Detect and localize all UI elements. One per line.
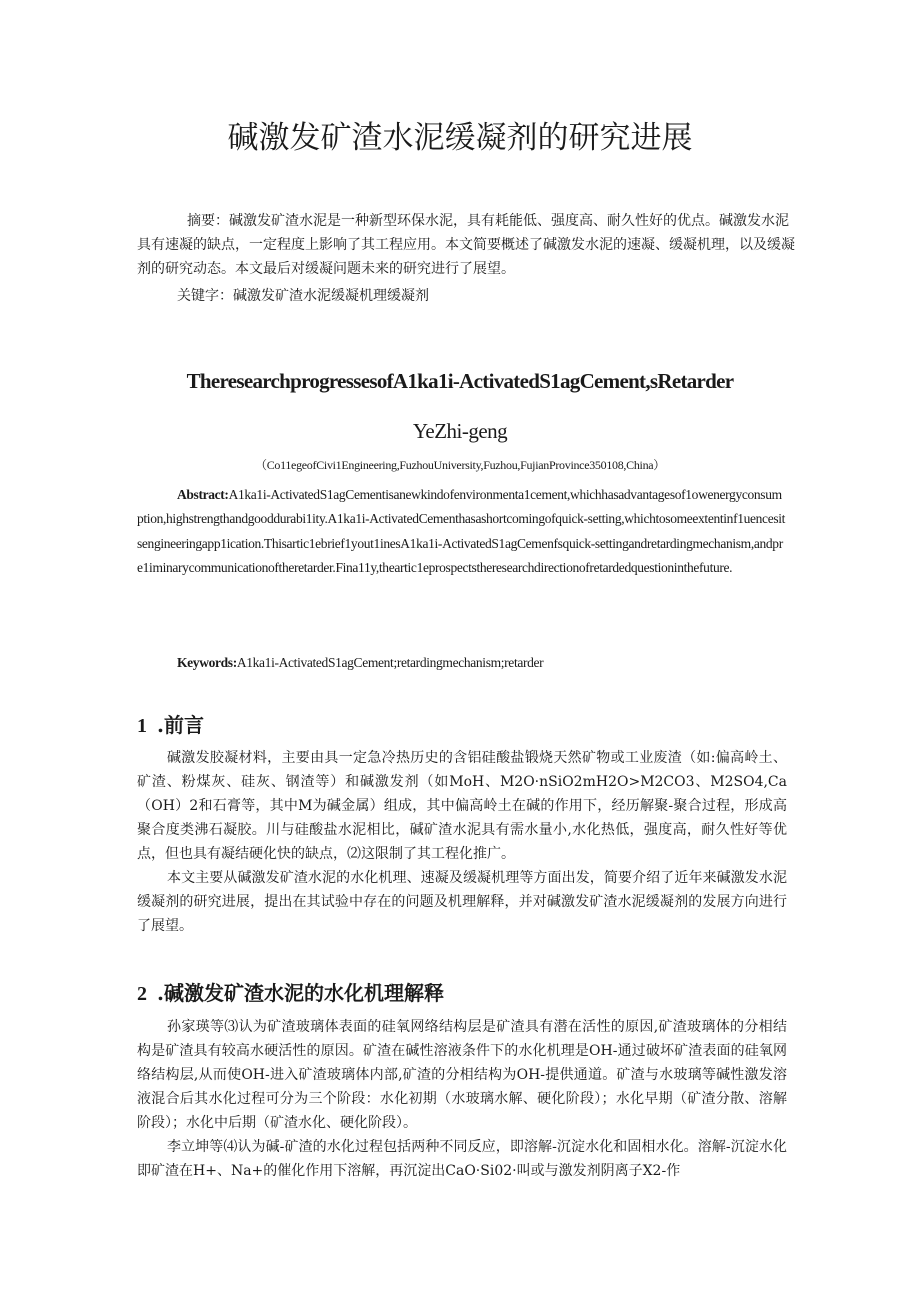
paper-title: 碱激发矿渣水泥缓凝剂的研究进展	[227, 120, 693, 156]
english-abstract	[137, 483, 787, 580]
section-title: .前言	[157, 713, 204, 737]
english-keywords	[177, 651, 797, 675]
english-abstract-label: Abstract:	[177, 487, 229, 502]
author-name: YeZhi-geng	[412, 419, 508, 443]
section-2-paragraph-1: 孙家瑛等⑶认为矿渣玻璃体表面的硅氧网络结构层是矿渣具有潜在活性的原因,矿渣玻璃体的分相结构是矿渣具有较高水硬活性的原因。矿渣在碱性溶液条件下的水化机理是OH-通过破坏矿渣表面的硅氧网络结构层,从而使OH-进入矿渣玻璃体内部,矿渣的分相结构为OH-提供通道。矿渣与水玻璃等碱性激发溶液混合后其水化过程可分为三个阶段：水化初期（水玻璃水解、硬化阶段）；水化早期（矿渣分散、溶解阶段）；水化中后期（矿渣水化、硬化阶段）。	[137, 1019, 787, 1131]
section-title: .碱激发矿渣水泥的水化机理解释	[157, 981, 444, 1005]
author-affiliation: （Co11egeofCivi1Engineering,FuzhouUniversity,Fuzhou,FujianProvince350108,China）	[255, 458, 665, 472]
english-title: TheresearchprogressesofA1ka1i-ActivatedS1agCement,sRetarder	[186, 369, 734, 393]
chinese-abstract: 摘要：碱激发矿渣水泥是一种新型环保水泥，具有耗能低、强度高、耐久性好的优点。碱激发水泥具有速凝的缺点，一定程度上影响了其工程应用。本文简要概述了碱激发水泥的速凝、缓凝机理，以及缓凝剂的研究动态。本文最后对缓凝问题未来的研究进行了展望。	[137, 213, 795, 277]
english-abstract-text: A1ka1i-ActivatedS1agCementisanewkindofenvironmenta1cement,whichhasadvantagesof1owenergyconsumption,highstrengthandgooddurabi1ity.A1ka1i-ActivatedCementhasashortcomingofquick-setting,whichtosomeextentinf1uencesitsengineeringapp1ication.Thisartic1ebrief1yout1inesA1ka1i-ActivatedS1agCemenfsquick-settingandretardingmechanism,andpre1iminarycommunicationoftheretarder.Fina11y,theartic1eprospectstheresearchdirectionofretardedquestioninthefuture.	[137, 487, 786, 575]
section-heading-2	[137, 978, 797, 1009]
section-2-paragraph-2: 李立坤等⑷认为碱-矿渣的水化过程包括两种不同反应，即溶解-沉淀水化和固相水化。溶解-沉淀水化即矿渣在H+、Na+的催化作用下溶解，再沉淀出CaO·Si02·叫或与激发剂阴离子X2-作	[137, 1139, 787, 1179]
english-keywords-label: Keywords:	[177, 655, 237, 670]
section-number: 2	[137, 983, 147, 1005]
chinese-keywords: 关键字：碱激发矿渣水泥缓凝机理缓凝剂	[177, 288, 429, 304]
section-number: 1	[137, 715, 147, 737]
english-keywords-text: A1ka1i-ActivatedS1agCement;retardingmechanism;retarder	[236, 655, 544, 670]
section-1-paragraph-2: 本文主要从碱激发矿渣水泥的水化机理、速凝及缓凝机理等方面出发，简要介绍了近年来碱激发水泥缓凝剂的研究进展，提出在其试验中存在的问题及机理解释，并对碱激发矿渣水泥缓凝剂的发展方向进行了展望。	[137, 870, 787, 934]
section-heading-1	[137, 710, 797, 741]
section-1-paragraph-1: 碱激发胶凝材料，主要由具一定急冷热历史的含铝硅酸盐锻烧天然矿物或工业废渣（如:偏高岭土、矿渣、粉煤灰、硅灰、钢渣等）和碱激发剂（如MoH、M2O·nSiO2mH2O>M2CO3、M2SO4,Ca（OH）2和石膏等，其中M为碱金属）组成，其中偏高岭土在碱的作用下，经历解聚-聚合过程，形成高聚合度类沸石凝胶。川与硅酸盐水泥相比，碱矿渣水泥具有需水量小,水化热低，强度高，耐久性好等优点，但也具有凝结硬化快的缺点，⑵这限制了其工程化推广。	[137, 750, 787, 862]
